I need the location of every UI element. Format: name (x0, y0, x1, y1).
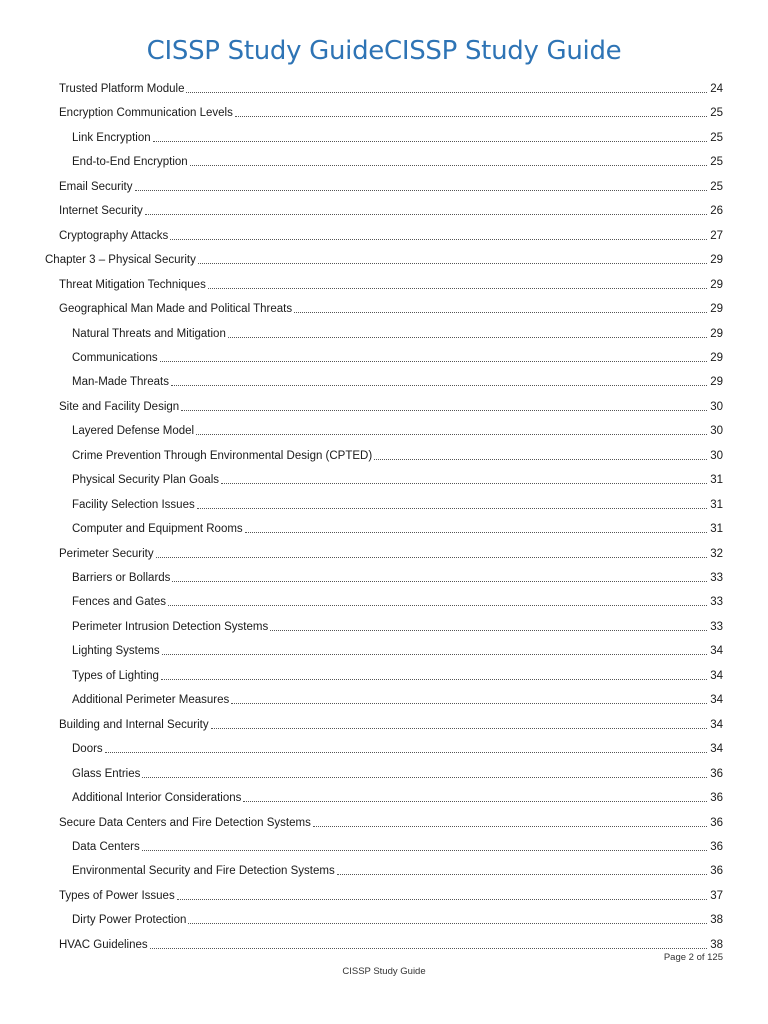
toc-entry-page-number: 25 (710, 131, 723, 144)
toc-dot-leader (243, 801, 707, 802)
toc-entry[interactable] (72, 860, 723, 878)
toc-entry-page-number: 25 (710, 156, 723, 169)
toc-entry-label: Doors (72, 743, 103, 756)
toc-dot-leader (162, 654, 707, 655)
toc-entry-label: Perimeter Intrusion Detection Systems (72, 620, 269, 633)
toc-entry[interactable] (59, 934, 723, 952)
toc-entry-label: Man-Made Threats (72, 376, 169, 389)
toc-entry-page-number: 33 (710, 572, 723, 584)
toc-entry-label: Email Security (59, 180, 133, 193)
toc-entry-page-number: 30 (710, 425, 723, 438)
toc-entry-page-number: 24 (710, 83, 723, 95)
toc-entry-page-number: 32 (710, 547, 723, 560)
toc-entry-label: HVAC Guidelines (59, 938, 148, 951)
toc-entry-page-number: 29 (710, 278, 723, 291)
toc-entry[interactable] (59, 225, 723, 243)
toc-entry[interactable] (59, 396, 723, 414)
toc-dot-leader (142, 777, 707, 778)
toc-dot-leader (231, 703, 707, 704)
toc-entry-label: Encryption Communication Levels (59, 107, 233, 120)
toc-dot-leader (221, 483, 707, 484)
toc-dot-leader (186, 92, 707, 93)
toc-entry[interactable] (59, 298, 723, 316)
toc-entry-label: Crime Prevention Through Environmental Design (CPTED) (72, 449, 373, 462)
toc-entry-page-number: 31 (710, 474, 723, 487)
toc-dot-leader (156, 557, 707, 558)
toc-dot-leader (145, 214, 707, 215)
toc-entry-label: Glass Entries (72, 767, 141, 780)
toc-entry-page-number: 34 (710, 694, 723, 707)
toc-entry[interactable] (59, 274, 723, 292)
toc-entry-label: Cryptography Attacks (59, 229, 169, 242)
toc-entry[interactable] (72, 323, 723, 341)
toc-entry-page-number: 30 (710, 449, 723, 462)
toc-entry-page-number: 29 (710, 376, 723, 389)
toc-entry-page-number: 31 (710, 523, 723, 536)
toc-dot-leader (105, 752, 707, 753)
toc-entry[interactable] (72, 616, 723, 634)
toc-entry-label: Chapter 3 – Physical Security (45, 254, 196, 267)
toc-entry-label: Computer and Equipment Rooms (72, 523, 243, 536)
toc-entry-label: Internet Security (59, 205, 143, 218)
toc-entry[interactable] (59, 885, 723, 903)
toc-entry[interactable] (72, 689, 723, 707)
toc-entry-label: Perimeter Security (59, 547, 154, 560)
toc-entry[interactable] (59, 102, 723, 120)
toc-entry[interactable] (72, 469, 723, 487)
toc-entry-page-number: 37 (710, 889, 723, 902)
toc-entry-label: Secure Data Centers and Fire Detection Systems (59, 816, 311, 829)
toc-dot-leader (135, 190, 708, 191)
toc-entry-label: Layered Defense Model (72, 425, 195, 438)
toc-entry[interactable] (59, 543, 723, 561)
toc-entry-label: Link Encryption (72, 131, 151, 144)
toc-dot-leader (198, 263, 707, 264)
document-title: CISSP Study GuideCISSP Study Guide (146, 36, 622, 66)
toc-dot-leader (153, 141, 707, 142)
toc-entry[interactable] (72, 494, 723, 512)
toc-entry[interactable] (72, 836, 723, 854)
toc-entry-label: Physical Security Plan Goals (72, 474, 220, 487)
toc-entry-label: Facility Selection Issues (72, 498, 195, 511)
toc-entry[interactable] (72, 445, 723, 463)
toc-dot-leader (208, 288, 707, 289)
toc-entry-page-number: 25 (710, 107, 723, 120)
toc-entry-page-number: 36 (710, 840, 723, 853)
toc-entry-label: Communications (72, 351, 158, 364)
toc-entry-page-number: 36 (710, 816, 723, 829)
toc-entry[interactable] (72, 787, 723, 805)
toc-entry[interactable] (72, 567, 723, 585)
toc-entry-label: Environmental Security and Fire Detection Systems (72, 865, 335, 878)
toc-dot-leader (181, 410, 707, 411)
toc-entry[interactable] (59, 714, 723, 732)
toc-entry-page-number: 34 (710, 645, 723, 658)
toc-entry[interactable] (72, 640, 723, 658)
toc-dot-leader (161, 679, 707, 680)
toc-entry-page-number: 36 (710, 792, 723, 805)
toc-dot-leader (150, 948, 707, 949)
toc-entry-page-number: 27 (710, 229, 723, 242)
toc-entry-label: End-to-End Encryption (72, 156, 188, 169)
toc-dot-leader (197, 508, 707, 509)
toc-entry-page-number: 29 (710, 351, 723, 364)
toc-entry[interactable] (72, 420, 723, 438)
toc-entry-label: Types of Lighting (72, 669, 159, 682)
toc-dot-leader (270, 630, 707, 631)
toc-entry[interactable] (59, 812, 723, 830)
toc-entry-page-number: 38 (710, 938, 723, 951)
toc-entry-label: Trusted Platform Module (59, 83, 185, 95)
toc-entry-page-number: 36 (710, 865, 723, 878)
toc-dot-leader (235, 116, 707, 117)
toc-entry-page-number: 29 (710, 254, 723, 267)
toc-entry-page-number: 33 (710, 596, 723, 609)
toc-entry[interactable] (45, 249, 723, 267)
toc-dot-leader (172, 581, 707, 582)
toc-entry[interactable] (72, 127, 723, 145)
toc-dot-leader (374, 459, 707, 460)
toc-entry-page-number: 30 (710, 400, 723, 413)
toc-dot-leader (211, 728, 707, 729)
toc-entry[interactable] (59, 176, 723, 194)
toc-entry-label: Building and Internal Security (59, 718, 209, 731)
toc-entry[interactable] (72, 518, 723, 536)
toc-entry-page-number: 25 (710, 180, 723, 193)
toc-entry-label: Types of Power Issues (59, 889, 175, 902)
toc-entry[interactable] (72, 738, 723, 756)
toc-entry[interactable] (59, 200, 723, 218)
toc-entry-page-number: 31 (710, 498, 723, 511)
toc-dot-leader (313, 826, 707, 827)
toc-entry-page-number: 26 (710, 205, 723, 218)
toc-entry-page-number: 34 (710, 669, 723, 682)
toc-dot-leader (196, 434, 707, 435)
toc-entry-page-number: 38 (710, 914, 723, 927)
toc-dot-leader (188, 923, 707, 924)
toc-entry-page-number: 34 (710, 743, 723, 756)
toc-entry-page-number: 33 (710, 620, 723, 633)
toc-dot-leader (170, 239, 707, 240)
toc-entry-label: Geographical Man Made and Political Threats (59, 303, 293, 316)
toc-dot-leader (294, 312, 707, 313)
toc-entry[interactable] (59, 78, 723, 96)
footer-running-title: CISSP Study Guide (342, 966, 426, 977)
toc-entry[interactable] (72, 763, 723, 781)
page-number: Page 2 of 125 (663, 952, 723, 963)
toc-entry-page-number: 29 (710, 327, 723, 340)
toc-entry[interactable] (72, 347, 723, 365)
toc-dot-leader (190, 165, 707, 166)
toc-dot-leader (142, 850, 707, 851)
toc-dot-leader (160, 361, 707, 362)
toc-entry-label: Additional Interior Considerations (72, 792, 242, 805)
toc-dot-leader (337, 874, 707, 875)
toc-dot-leader (228, 337, 707, 338)
toc-entry-page-number: 29 (710, 303, 723, 316)
toc-entry[interactable] (72, 909, 723, 927)
toc-dot-leader (168, 605, 707, 606)
toc-entry[interactable] (72, 371, 723, 389)
toc-dot-leader (171, 385, 707, 386)
toc-entry[interactable] (72, 591, 723, 609)
toc-entry-label: Dirty Power Protection (72, 914, 187, 927)
toc-entry-label: Additional Perimeter Measures (72, 694, 230, 707)
toc-entry[interactable] (72, 665, 723, 683)
toc-dot-leader (245, 532, 707, 533)
toc-entry-page-number: 34 (710, 718, 723, 731)
toc-entry-page-number: 36 (710, 767, 723, 780)
toc-entry-label: Lighting Systems (72, 645, 160, 658)
toc-entry-label: Data Centers (72, 840, 140, 853)
toc-entry-label: Threat Mitigation Techniques (59, 278, 206, 291)
toc-entry-label: Natural Threats and Mitigation (72, 327, 226, 340)
toc-entry-label: Fences and Gates (72, 596, 166, 609)
toc-entry-label: Site and Facility Design (59, 400, 180, 413)
toc-entry-label: Barriers or Bollards (72, 572, 171, 584)
toc-dot-leader (177, 899, 707, 900)
toc-entry[interactable] (72, 151, 723, 169)
